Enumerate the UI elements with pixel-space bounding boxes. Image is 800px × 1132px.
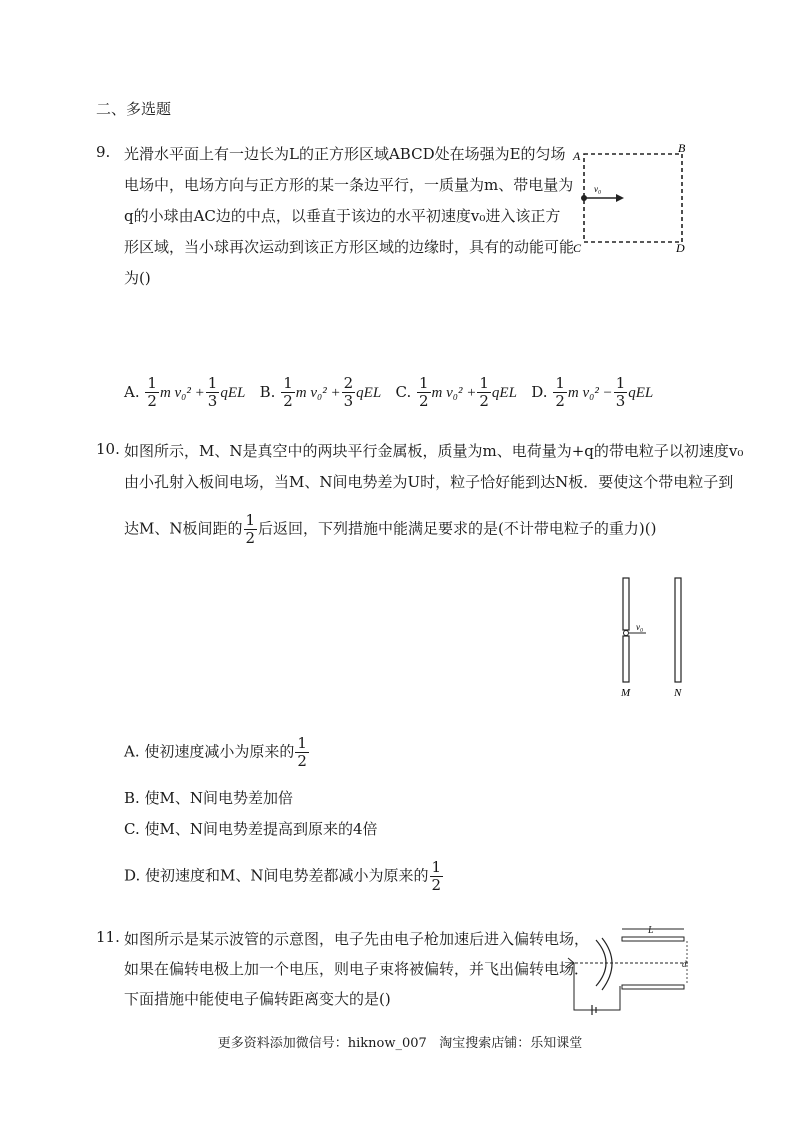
electron-gun-anode-outer — [602, 938, 612, 990]
option-a[interactable]: A. $\frac{1}{2}$ m v₀² + $\frac{1}{3}$ qEL — [124, 374, 246, 410]
label-d: D — [676, 241, 685, 255]
oscilloscope-tube-figure — [560, 920, 700, 1020]
question-9-line: 为() — [124, 269, 151, 287]
section-title: 二、多选题 — [96, 100, 172, 118]
square-field-figure — [566, 136, 698, 258]
question-9-line: 电场中，电场方向与正方形的某一条边平行，一质量为m、带电量为 — [124, 176, 574, 194]
accelerating-circuit — [574, 963, 620, 1010]
option-c-label: C. — [395, 382, 412, 401]
fraction: $\frac{1}{2}$ — [419, 374, 429, 410]
label-m: M — [621, 687, 631, 699]
label-l: L — [648, 925, 654, 936]
fraction: $\frac{1}{3}$ — [615, 374, 626, 410]
option-d[interactable]: D. 使初速度和M、N间电势差都减小为原来的 $\frac{1}{2}$ — [124, 858, 442, 894]
option-b[interactable]: B. 使M、N间电势差加倍 — [124, 789, 294, 807]
question-10-line: 由小孔射入板间电场，当M、N间电势差为U时，粒子恰好能到达N板．要使这个带电粒子到 — [124, 473, 734, 491]
question-11-line: 如果在偏转电极上加一个电压，则电子束将被偏转，并飞出偏转电场． — [124, 960, 590, 978]
fraction: $\frac{1}{2}$ — [431, 858, 442, 894]
fraction: $\frac{1}{2}$ — [479, 374, 489, 410]
particle-icon — [624, 631, 629, 636]
page-footer: 更多资料添加微信号：hiknow_007 淘宝搜索店铺：乐知课堂 — [217, 1036, 583, 1051]
option-d-label: D. — [531, 382, 548, 401]
plate-m-lower — [623, 636, 629, 682]
option-c[interactable]: C. 使M、N间电势差提高到原来的4倍 — [124, 820, 378, 838]
question-10-line: 达M、N板间距的 $\frac{1}{2}$ 后返回，下列措施中能满足要求的是(不计带电粒子的重力)() — [124, 511, 657, 547]
option-d[interactable]: D. $\frac{1}{2}$ m v₀² − $\frac{1}{3}$ qEL — [531, 374, 654, 410]
label-c: C — [573, 241, 582, 255]
question-11-line: 下面措施中能使电子偏转距离变大的是() — [124, 990, 391, 1008]
lower-deflection-plate — [622, 985, 684, 989]
fraction: $\frac{1}{2}$ — [245, 511, 256, 547]
arrow-head-icon — [616, 194, 624, 202]
option-a[interactable]: A. 使初速度减小为原来的 $\frac{1}{2}$ — [124, 734, 307, 770]
fraction: $\frac{1}{2}$ — [555, 374, 565, 410]
option-c[interactable]: C. $\frac{1}{2}$ m v₀² + $\frac{1}{2}$ qEL — [395, 374, 517, 410]
question-9-line: q的小球由AC边的中点，以垂直于该边的水平初速度v₀进入该正方 — [124, 207, 561, 225]
plate-m-upper — [623, 578, 629, 630]
option-a-label: A. — [124, 382, 140, 401]
fraction: $\frac{1}{3}$ — [207, 374, 218, 410]
question-11-line: 如图所示是某示波管的示意图，电子先由电子枪加速后进入偏转电场， — [124, 930, 590, 948]
question-9-line: 光滑水平面上有一边长为L的正方形区域ABCD处在场强为E的匀场 — [124, 145, 566, 163]
label-n: N — [674, 687, 682, 699]
label-v0: v₀ — [594, 184, 602, 194]
label-a: A — [573, 149, 581, 163]
label-b: B — [678, 141, 686, 155]
option-b[interactable]: B. $\frac{1}{2}$ m v₀² + $\frac{2}{3}$ qEL — [259, 374, 382, 410]
fraction: $\frac{2}{3}$ — [343, 374, 354, 410]
parallel-plates-figure — [606, 572, 702, 702]
upper-deflection-plate — [622, 937, 684, 941]
question-9-options — [124, 376, 653, 409]
question-10-line: 如图所示，M、N是真空中的两块平行金属板，质量为m、电荷量为+q的带电粒子以初速度v₀ — [124, 442, 744, 460]
fraction: $\frac{1}{2}$ — [283, 374, 293, 410]
option-b-label: B. — [259, 382, 276, 401]
label-v0: v₀ — [636, 622, 644, 632]
label-d: d — [682, 959, 687, 969]
question-11-number: 11. — [96, 928, 120, 946]
plate-n — [675, 578, 681, 682]
question-10-number: 10. — [96, 440, 120, 458]
fraction: $\frac{1}{2}$ — [147, 374, 157, 410]
question-9-number: 9. — [96, 143, 111, 161]
fraction: $\frac{1}{2}$ — [297, 734, 307, 770]
question-9-line: 形区域，当小球再次运动到该正方形区域的边缘时，具有的动能可能 — [124, 238, 575, 256]
